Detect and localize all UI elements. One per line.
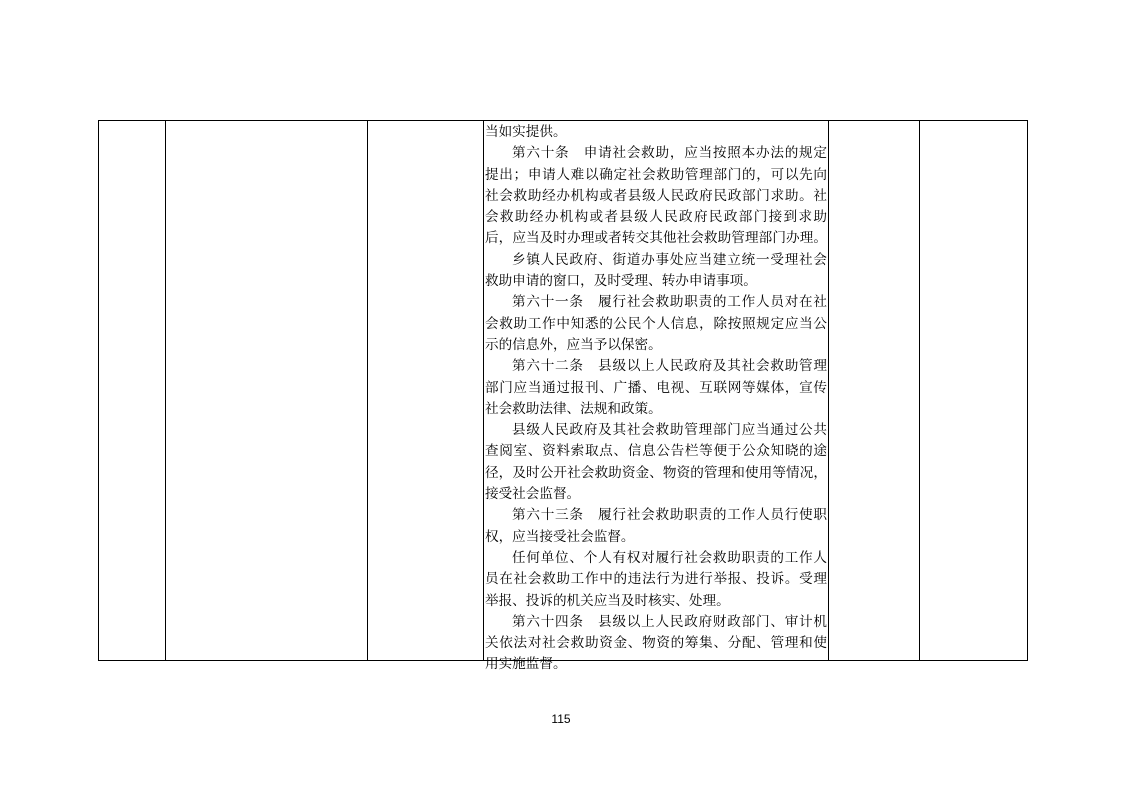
article-63-heading-line: 第六十三条 履行社会救助职责的工作人员行使职 xyxy=(512,507,827,524)
article-64-heading-line: 第六十四条 县级以上人民政府财政部门、审计机 xyxy=(512,613,827,630)
article-62-heading-line: 第六十二条 县级以上人民政府及其社会救助管理 xyxy=(512,358,827,375)
text-line: 当如实提供。 xyxy=(485,124,567,140)
article-60-heading-line: 第六十条 申请社会救助，应当按照本办法的规定 xyxy=(512,145,827,162)
page-number: 115 xyxy=(551,712,571,726)
text-line: 举报、投诉的机关应当及时核实、处理。 xyxy=(485,592,730,609)
text-line: 社会救助法律、法规和政策。 xyxy=(485,400,662,417)
column-divider xyxy=(165,121,166,660)
regulation-table xyxy=(98,120,1028,673)
text-line: 任何单位、个人有权对履行社会救助职责的工作人 xyxy=(512,549,827,566)
text-line: 员在社会救助工作中的违法行为进行举报、投诉。受理 xyxy=(485,571,827,588)
article-61-heading-line: 第六十一条 履行社会救助职责的工作人员对在社 xyxy=(512,294,827,311)
text-line: 部门应当通过报刊、广播、电视、互联网等媒体，宣传 xyxy=(485,379,827,396)
regulation-text-cell xyxy=(483,121,827,676)
text-line: 用实施监督。 xyxy=(485,656,567,673)
text-line: 权，应当接受社会监督。 xyxy=(485,528,635,545)
text-line: 会救助工作中知悉的公民个人信息，除按照规定应当公 xyxy=(485,315,827,332)
text-line: 查阅室、资料索取点、信息公告栏等便于公众知晓的途 xyxy=(485,443,827,460)
text-line: 社会救助经办机构或者县级人民政府民政部门求助。社 xyxy=(485,187,827,204)
column-divider xyxy=(367,121,368,660)
column-divider xyxy=(919,121,920,660)
column-divider xyxy=(828,121,829,660)
text-line: 后，应当及时办理或者转交其他社会救助管理部门办理。 xyxy=(485,230,827,247)
text-line: 救助申请的窗口，及时受理、转办申请事项。 xyxy=(485,273,757,290)
text-line: 乡镇人民政府、街道办事处应当建立统一受理社会 xyxy=(512,251,827,268)
text-line: 会救助经办机构或者县级人民政府民政部门接到求助 xyxy=(485,209,827,226)
text-line: 县级人民政府及其社会救助管理部门应当通过公共 xyxy=(512,422,827,439)
text-line: 提出；申请人难以确定社会救助管理部门的，可以先向 xyxy=(485,166,827,183)
text-line: 径，及时公开社会救助资金、物资的管理和使用等情况， xyxy=(485,464,827,481)
text-line: 接受社会监督。 xyxy=(485,486,581,503)
text-line: 关依法对社会救助资金、物资的筹集、分配、管理和使 xyxy=(485,635,827,652)
text-line: 示的信息外，应当予以保密。 xyxy=(485,336,662,353)
